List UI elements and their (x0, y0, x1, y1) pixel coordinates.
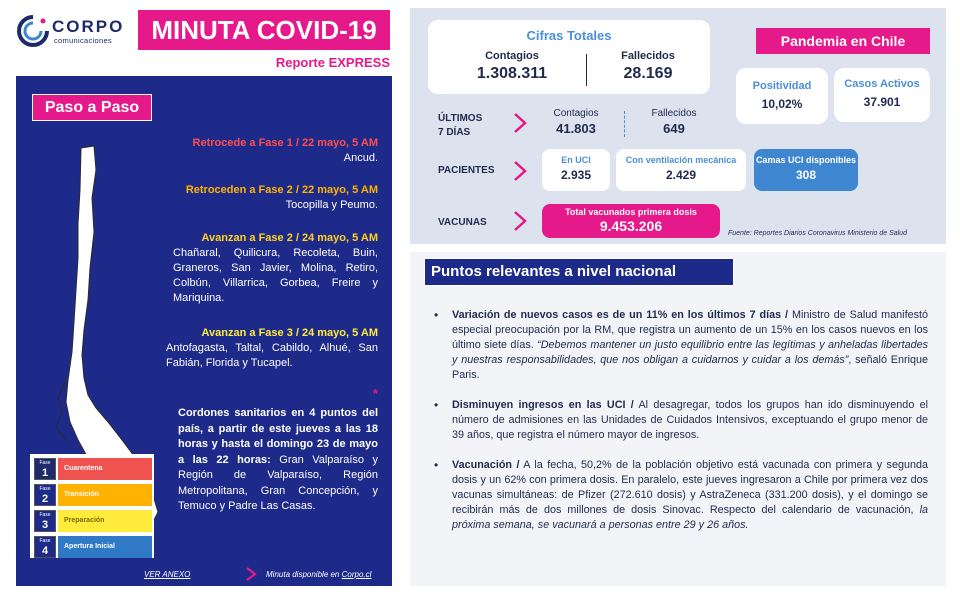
legend-num: 2 (41, 493, 49, 505)
phase-3-body: Chañaral, Quilicura, Recoleta, Buin, Graneros, San Javier, Molina, Retiro, Colbún, Villarrica, Gorbea, Freire y Mariquina. (173, 247, 378, 304)
legend-number-box (34, 458, 56, 480)
legend-fase-text: Fase (39, 460, 51, 466)
puntos-relevantes-title: Puntos relevantes a nivel nacional (424, 258, 734, 286)
total-contagios-value: 1.308.311 (476, 65, 548, 82)
bullet-3-bold: Vacunación / (452, 459, 520, 471)
chevron-right-icon (244, 566, 258, 582)
ventilacion-value: 2.429 (665, 168, 697, 182)
en-uci-value: 2.935 (560, 168, 592, 182)
puntos-relevantes-panel (410, 252, 946, 586)
positividad-card (736, 68, 828, 124)
legend-row-fase-2 (34, 484, 150, 506)
vacunados-value: 9.453.206 (599, 218, 663, 234)
ver-anexo-link[interactable]: VER ANEXO (144, 570, 191, 579)
fuente-note: Fuente: Reportes Diarios Coronavirus Ministerio de Salud (728, 230, 907, 237)
list-item (432, 308, 928, 383)
bullet-2-bold: Disminuyen ingresos en las UCI / (452, 399, 634, 411)
legend-number-box (34, 484, 56, 506)
pandemia-en-chile-title: Pandemia en Chile (756, 28, 930, 54)
casos-activos-value: 37.901 (863, 95, 901, 109)
logo-name: CORPO (52, 17, 125, 36)
cordones-sanitarios-text (178, 406, 378, 515)
legend-fase-text: Fase (39, 538, 51, 544)
legend-number-box (34, 510, 56, 532)
vacunados-label: Total vacunados primera dosis (565, 207, 697, 217)
paso-a-paso-panel (16, 76, 392, 586)
total-fallecidos-value: 28.169 (623, 65, 673, 82)
phase-3-head: Avanzan a Fase 2 / 24 mayo, 5 AM (201, 232, 378, 244)
legend-label: Cuarentena (58, 458, 152, 480)
cordones-body: Gran Valparaíso y Región de Valparaíso, Región Metropolitana, Gran Concepción, y Temuco y Padre Las Casas. (178, 453, 378, 512)
totals-divider (586, 54, 587, 86)
ultimos-line-2: 7 DÍAS (438, 127, 471, 138)
total-contagios-label: Contagios (485, 50, 539, 62)
total-fallecidos-label: Fallecidos (621, 50, 675, 62)
chevron-right-icon (512, 112, 528, 134)
legend-number-box (34, 536, 56, 558)
ultimos-fallecidos-value: 649 (663, 121, 685, 136)
list-item (432, 398, 928, 443)
camas-uci-card (754, 149, 858, 191)
chevron-right-icon (512, 160, 528, 182)
legend-row-fase-4 (34, 536, 150, 558)
puntos-list (432, 308, 928, 548)
corpo-logo (16, 14, 136, 50)
casos-activos-label: Casos Activos (844, 78, 920, 90)
phase-4-body: Antofagasta, Taltal, Cabildo, Alhué, San Fabián, Florida y Tucapel. (166, 342, 378, 369)
bullet-1-quote: “Debemos mantener un justo equilibrio entre las legítimas y anheladas libertades y nuestras responsabilidades, que nos obligan a cuidarnos y cuidar a los demás” (452, 339, 928, 366)
legend-num: 1 (41, 467, 49, 479)
cordones-bold: Cordones sanitarios en 4 puntos del país, a partir de este jueves a las 18 horas y hasta el domingo 23 de mayo a las 22 horas: (178, 407, 378, 466)
camas-uci-value: 308 (795, 168, 817, 182)
phase-avanzan-fase-2 (173, 231, 378, 306)
legend-num: 4 (41, 545, 49, 557)
page-title: MINUTA COVID-19 (151, 15, 377, 45)
asterisk-marker: * (372, 386, 378, 401)
casos-activos-card (834, 68, 930, 122)
phase-2-head: Retroceden a Fase 2 / 22 mayo, 5 AM (185, 184, 378, 196)
ultimos-contagios-label: Contagios (553, 108, 599, 119)
ultimos-contagios-value: 41.803 (556, 121, 596, 136)
ultimos-7-dias-label (438, 112, 482, 140)
logo-subtitle: comunicaciones (54, 36, 112, 45)
phase-1-head: Retrocede a Fase 1 / 22 mayo, 5 AM (192, 137, 378, 149)
bullet-3-italic: la próxima semana, se vacunará a personas entre 29 y 26 años. (452, 504, 928, 531)
cifras-totales-title: Cifras Totales (526, 28, 612, 43)
phase-avanzan-fase-3 (166, 326, 378, 371)
phase-4-head: Avanzan a Fase 3 / 24 mayo, 5 AM (201, 327, 378, 339)
corpo-link[interactable]: Corpo.cl (341, 570, 372, 579)
chevron-right-icon (512, 210, 528, 232)
list-item (432, 458, 928, 533)
phase-2-body: Tocopilla y Peumo. (285, 199, 378, 211)
legend-label: Preparación (58, 510, 152, 532)
ultimos-line-1: ÚLTIMOS (438, 113, 483, 124)
positividad-value: 10,02% (761, 97, 803, 111)
corpo-logo-icon (16, 14, 50, 48)
legend-row-fase-1 (34, 458, 150, 480)
camas-uci-label: Camas UCI disponibles (755, 155, 857, 165)
ventilacion-label: Con ventilación mecánica (625, 155, 737, 165)
cifras-totales-card (428, 20, 710, 94)
phase-retrocede-fase-1 (138, 136, 378, 166)
bullet-3-text: A la fecha, 50,2% de la población objetivo está vacunada con primera y segunda dosis y un 62% con primera dosis. En paralelo, este jueves ingresaron a Chile por primera vez dos vacunas simultáneas: de Pfizer (272.610 dosis) y AstraZeneca (331.200 dosis), y el domingo se recibirán más de dos millones de dosis Sinovac. Respecto del calendario de vacunación, (452, 459, 928, 516)
legend-label: Transición (58, 484, 152, 506)
legend-fase-text: Fase (39, 512, 51, 518)
phase-1-body: Ancud. (343, 152, 378, 164)
phase-retroceden-fase-2 (138, 183, 378, 213)
en-uci-label: En UCI (561, 155, 591, 165)
ultimos-divider (624, 111, 625, 137)
vacunados-card (542, 204, 720, 238)
pacientes-label: PACIENTES (438, 165, 495, 176)
phase-legend (30, 454, 154, 558)
ultimos-fallecidos-label: Fallecidos (651, 108, 697, 119)
stats-panel (410, 8, 946, 244)
bullet-1-bold: Variación de nuevos casos es de un 11% en los últimos 7 días / (452, 309, 789, 321)
legend-fase-text: Fase (39, 486, 51, 492)
page-title-box (138, 10, 390, 50)
vacunas-label: VACUNAS (438, 217, 487, 228)
minuta-prefix: Minuta disponible en (266, 570, 342, 579)
minuta-disponible (266, 570, 371, 579)
paso-a-paso-title: Paso a Paso (32, 94, 152, 121)
en-uci-card (542, 149, 610, 191)
bullet-2-text: Al desagregar, todos los grupos han ido disminuyendo el número de admisiones en las Unidades de Cuidados Intensivos, exceptuando el grupo menor de 39 años, que registra el número mayor de ingresos. (452, 399, 928, 441)
legend-label: Apertura Inicial (58, 536, 152, 558)
report-subtitle: Reporte EXPRESS (275, 55, 390, 70)
positividad-label: Positividad (752, 80, 812, 92)
bullet-1-text: Ministro de Salud manifestó especial preocupación por la RM, que registra un aumento de un 15% en los casos nuevos en los último siete días. (452, 309, 928, 351)
legend-num: 3 (41, 519, 49, 531)
ventilacion-card (616, 149, 746, 191)
legend-row-fase-3 (34, 510, 150, 532)
bullet-1-end: , señaló Enrique Paris. (452, 354, 928, 381)
